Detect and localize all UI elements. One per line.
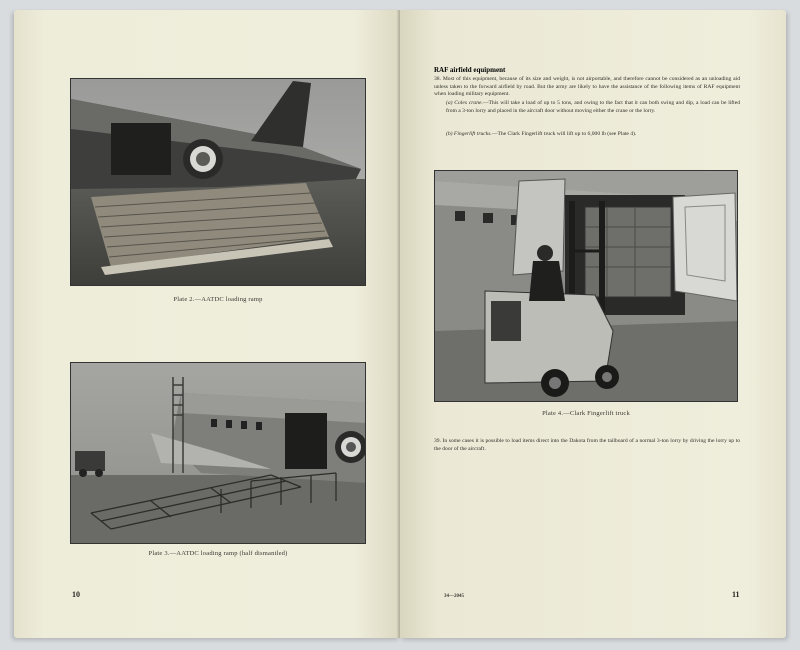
item-a-text: —This will take a load of up to 5 tons, and owing to the fact that it can both swing and dip, a load can be lifted from a 3-ton lorry and placed in the aircraft door without moving either the crane or the lorry. xyxy=(446,100,740,114)
open-booklet xyxy=(14,10,786,640)
item-b xyxy=(446,131,740,139)
plate-4-caption: Plate 4.—Clark Fingerlift truck xyxy=(542,410,630,417)
plate-4-image xyxy=(435,171,738,402)
plate-3-image xyxy=(71,363,366,544)
item-b-label: (b) Fingerlift trucks. xyxy=(446,131,492,137)
plate-2-photo xyxy=(70,78,366,286)
page-number-left: 10 xyxy=(72,590,80,599)
plate-2-image xyxy=(71,79,366,286)
section-title: RAF airfield equipment xyxy=(434,66,506,74)
paragraph-38: 38. Most of this equipment, because of its size and weight, is not airportable, and therefore cannot be considered as an unloading aid unless taken to the forward airfield by road. But the army are likely to have the assistance of the following items of RAF equipment when loading military equipment. xyxy=(434,76,740,98)
plate-2-caption: Plate 2.—AATDC loading ramp xyxy=(173,296,263,303)
plate-3-photo xyxy=(70,362,366,544)
print-code: 34—2045 xyxy=(444,594,464,599)
plate-3-caption: Plate 3.—AATDC loading ramp (half dismantled) xyxy=(148,550,288,557)
plate-4-photo xyxy=(434,170,738,402)
item-a-label: (a) Coles crane. xyxy=(446,100,483,106)
item-a xyxy=(446,100,740,115)
page-number-right: 11 xyxy=(732,590,740,599)
item-b-text: —The Clark Fingerlift truck will lift up to 6,000 lb (see Plate 4). xyxy=(491,131,637,137)
left-page xyxy=(14,10,400,638)
paragraph-39: 39. In some cases it is possible to load items direct into the Dakota from the tailboard of a normal 3-ton lorry by driving the lorry up to the door of the aircraft. xyxy=(434,438,740,452)
